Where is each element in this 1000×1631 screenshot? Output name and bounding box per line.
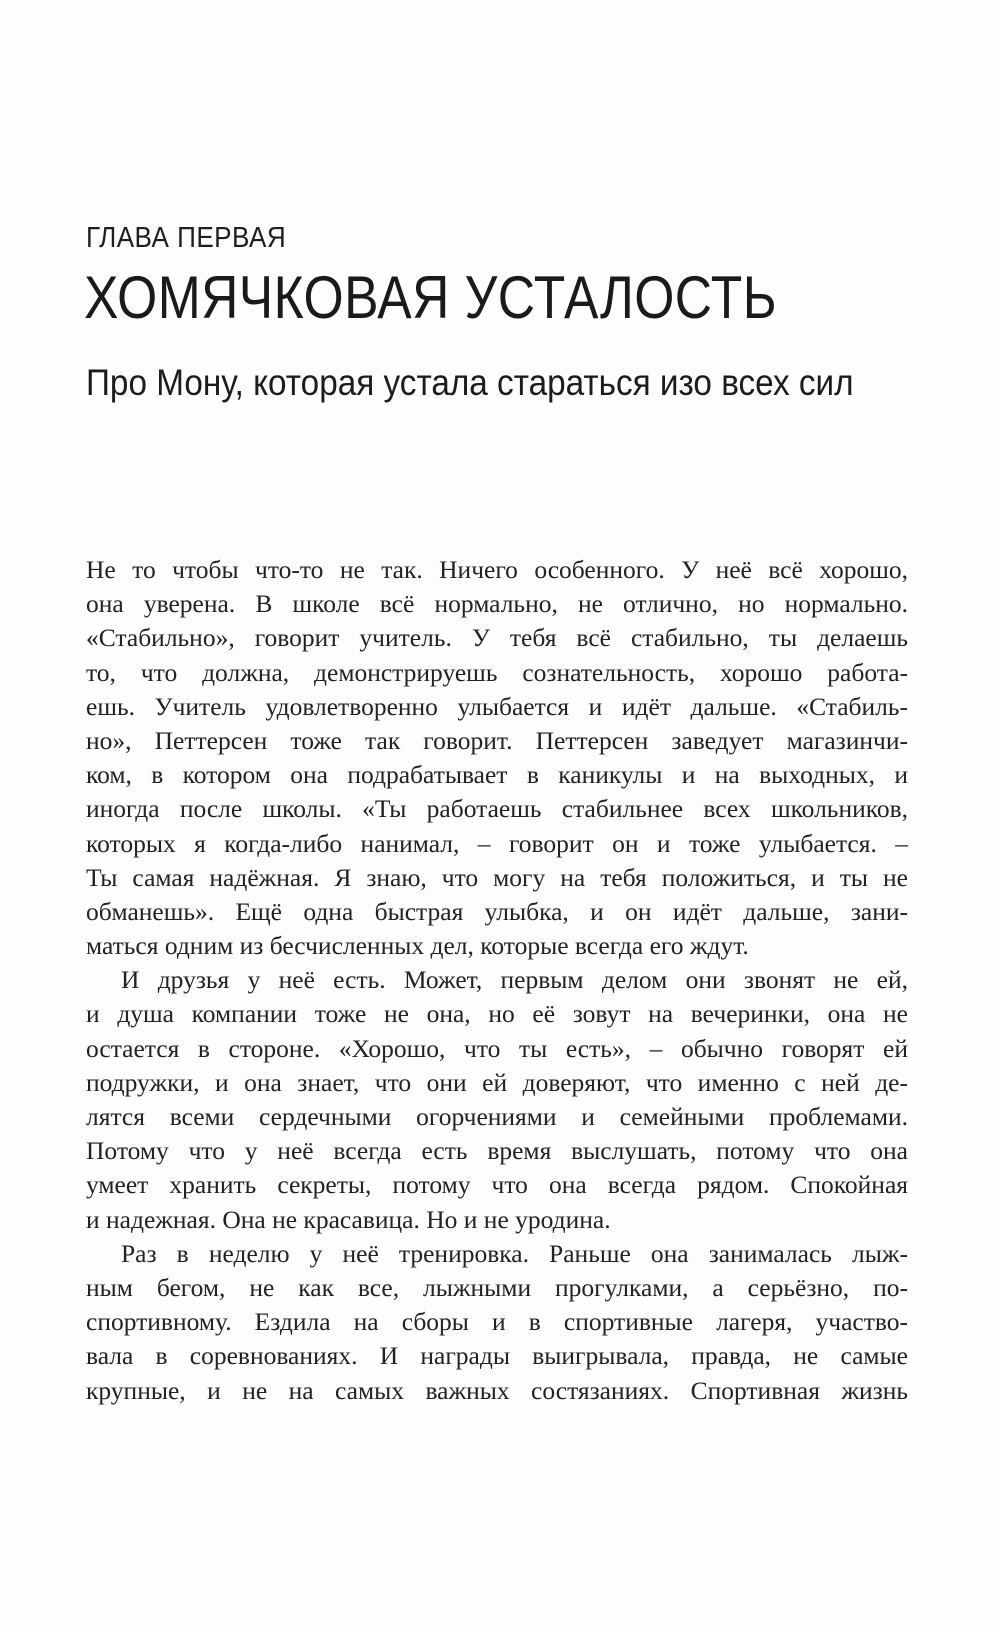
text-line: Потому что у неё всегда есть время выслушать, потому что она — [86, 1136, 908, 1166]
text-line: умеет хранить секреты, потому что она всегда рядом. Спокойная — [86, 1170, 908, 1200]
text-line: крупные, и не на самых важных состязаниях. Спортивная жизнь — [86, 1375, 908, 1405]
text-line: она уверена. В школе всё нормально, не отлично, но нормально. — [86, 589, 908, 619]
text-line: Ты самая надёжная. Я знаю, что могу на тебя положиться, и ты не — [86, 862, 908, 892]
text-line: «Стабильно», говорит учитель. У тебя всё стабильно, ты делаешь — [86, 623, 908, 653]
text-line: ешь. Учитель удовлетворенно улыбается и идёт дальше. «Стабиль- — [86, 691, 908, 721]
text-line: маться одним из бесчисленных дел, которые всегда его ждут. — [86, 931, 749, 961]
text-line: и душа компании тоже не она, но её зовут на вечеринки, она не — [86, 999, 908, 1029]
text-line: Не то чтобы что-то не так. Ничего особенного. У неё всё хорошо, — [86, 555, 908, 584]
chapter-label: ГЛАВА ПЕРВАЯ — [86, 222, 287, 254]
text-line: лятся всеми сердечными огорчениями и семейными проблемами. — [86, 1102, 908, 1131]
paragraph-1 — [86, 553, 908, 963]
text-line: подружки, и она знает, что они ей доверяют, что именно с ней де- — [86, 1067, 908, 1097]
text-line: которых я когда-либо нанимал, – говорит он и тоже улыбается. – — [86, 828, 908, 858]
text-line: И друзья у неё есть. Может, первым делом они звонят не ей, — [121, 965, 908, 995]
paragraph-2 — [86, 963, 908, 1237]
text-line: остается в стороне. «Хорошо, что ты есть», – обычно говорят ей — [86, 1033, 908, 1063]
text-line: спортивному. Ездила на сборы и в спортивные лагеря, участво- — [86, 1307, 908, 1337]
chapter-subtitle: Про Мону, которая устала стараться изо всех сил — [86, 362, 854, 403]
text-line: вала в соревнованиях. И награды выигрывала, правда, не самые — [86, 1341, 908, 1371]
text-line: ком, в котором она подрабатывает в каникулы и на выходных, и — [86, 760, 908, 790]
text-line: и надежная. Она не красавица. Но и не уродина. — [86, 1204, 611, 1234]
chapter-title: ХОМЯЧКОВАЯ УСТАЛОСТЬ — [84, 264, 778, 331]
body-text — [86, 553, 908, 1408]
text-line: но», Петтерсен тоже так говорит. Петтерсен заведует магазинчи- — [86, 725, 908, 755]
text-line: обманешь». Ещё одна быстрая улыбка, и он идёт дальше, зани- — [86, 896, 908, 926]
text-line: ным бегом, не как все, лыжными прогулками, а серьёзно, по- — [86, 1272, 908, 1302]
text-line: иногда после школы. «Ты работаешь стабильнее всех школьников, — [86, 794, 908, 824]
text-line: то, что должна, демонстрируешь сознательность, хорошо работа- — [86, 657, 908, 687]
text-line: Раз в неделю у неё тренировка. Раньше она занималась лыж- — [121, 1238, 908, 1268]
paragraph-3 — [86, 1237, 908, 1408]
